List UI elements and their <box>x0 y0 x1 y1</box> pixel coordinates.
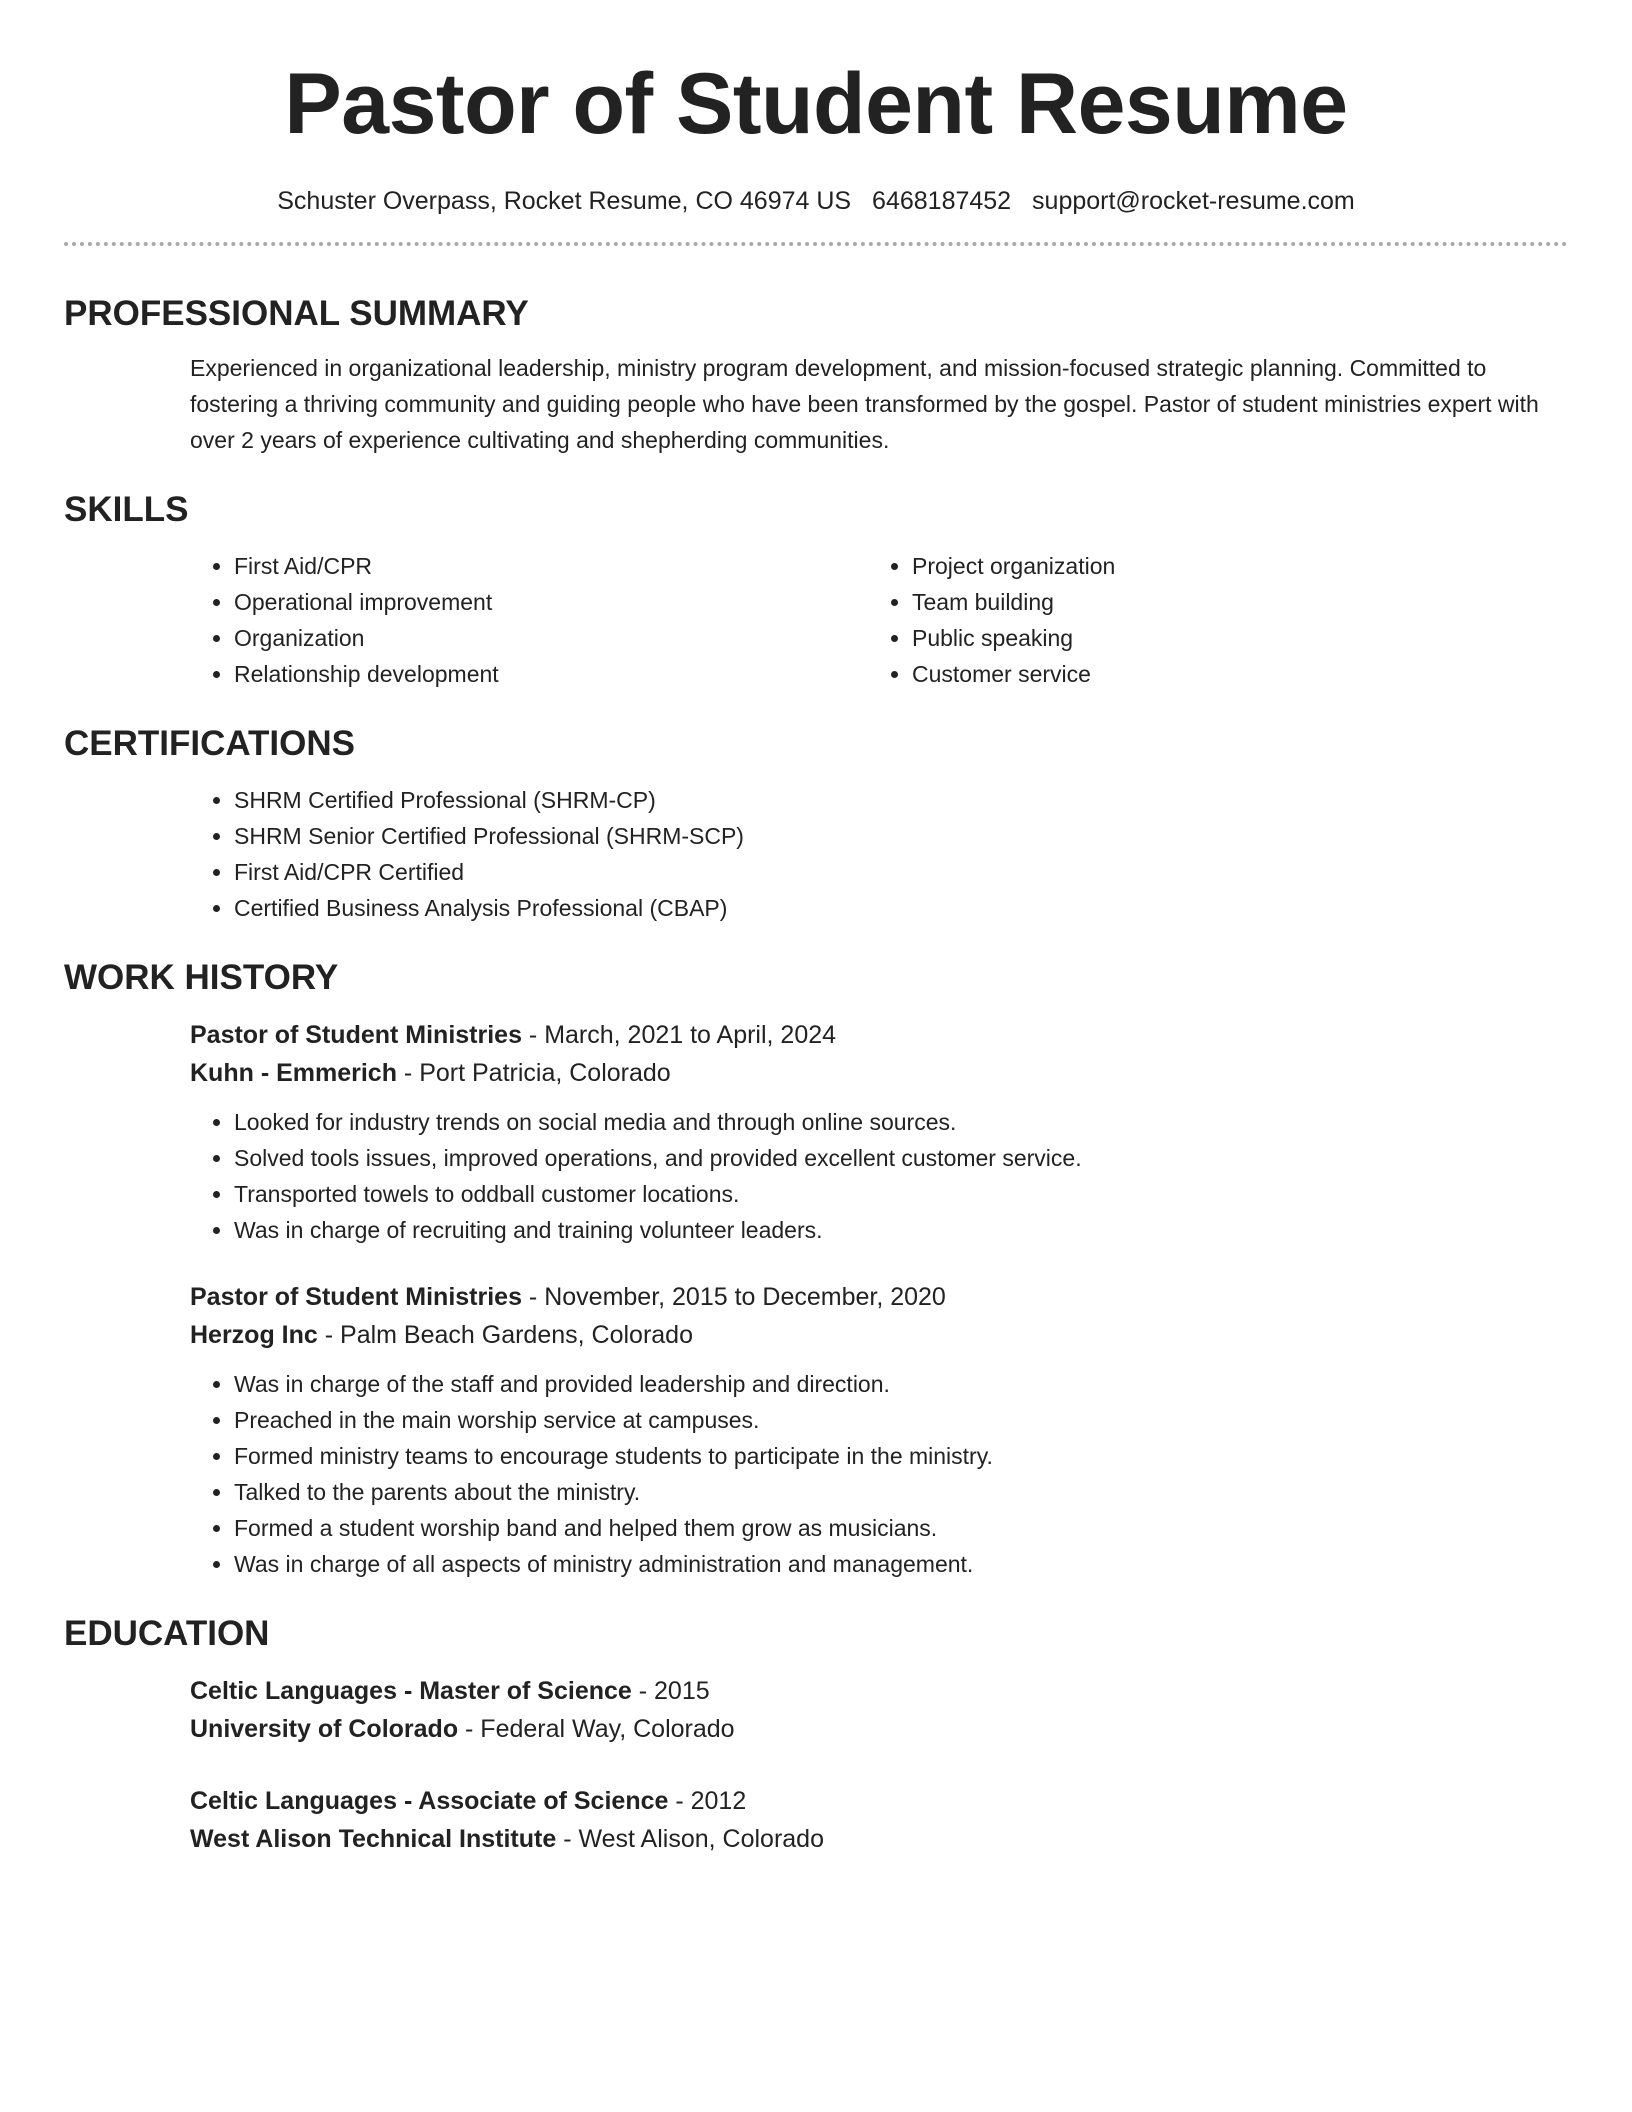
skills-grid <box>190 548 1568 692</box>
education-degree-line <box>190 1672 1568 1710</box>
education-degree: Celtic Languages - Master of Science <box>190 1677 632 1705</box>
skill-item: • Operational improvement <box>234 584 868 620</box>
header-divider <box>64 242 1568 246</box>
job-dates: - March, 2021 to April, 2024 <box>521 1021 837 1049</box>
summary-heading: PROFESSIONAL SUMMARY <box>64 294 529 333</box>
education-entry <box>190 1672 1568 1748</box>
contact-line <box>64 184 1568 218</box>
skill-item: • Public speaking <box>912 620 1546 656</box>
job-company: Kuhn - Emmerich <box>190 1059 397 1087</box>
skills-section <box>64 488 1568 692</box>
job-duty: • Formed ministry teams to encourage students to participate in the ministry. <box>234 1438 1568 1474</box>
job-role: Pastor of Student Ministries <box>190 1021 522 1049</box>
job-entry <box>190 1016 1568 1248</box>
certifications-list <box>190 782 1568 926</box>
job-entry <box>190 1278 1568 1582</box>
education-degree-line <box>190 1782 1568 1820</box>
skill-item: • Relationship development <box>234 656 868 692</box>
education-school-line <box>190 1820 1568 1858</box>
job-company: Herzog Inc <box>190 1321 318 1349</box>
education-year: - 2012 <box>668 1787 747 1815</box>
contact-phone: 6468187452 <box>872 187 1012 215</box>
certification-item: • SHRM Certified Professional (SHRM-CP) <box>234 782 1568 818</box>
job-duty: • Talked to the parents about the ministry. <box>234 1474 1568 1510</box>
job-role-line <box>190 1278 1568 1316</box>
skills-column-right <box>868 548 1546 692</box>
contact-address: Schuster Overpass, Rocket Resume, CO 46974 US <box>277 187 852 215</box>
education-entry <box>190 1782 1568 1858</box>
job-location: - Palm Beach Gardens, Colorado <box>317 1321 693 1349</box>
education-school: University of Colorado <box>190 1715 459 1743</box>
education-location: - West Alison, Colorado <box>556 1825 824 1853</box>
education-section <box>64 1612 1568 1858</box>
job-duty: • Was in charge of all aspects of ministry administration and management. <box>234 1546 1568 1582</box>
job-duty: • Was in charge of the staff and provided leadership and direction. <box>234 1366 1568 1402</box>
summary-text: Experienced in organizational leadership, ministry program development, and mission-focused strategic planning. Committed to fostering a thriving community and guiding people who have been transformed by the gospel. Pastor of student ministries expert with over 2 years of experience cultivating and shepherding communities. <box>190 355 1539 453</box>
skill-item: • Team building <box>912 584 1546 620</box>
certifications-heading: CERTIFICATIONS <box>64 724 356 763</box>
skill-item: • Customer service <box>912 656 1546 692</box>
education-year: - 2015 <box>631 1677 710 1705</box>
contact-email: support@rocket-resume.com <box>1032 187 1355 215</box>
education-school-line <box>190 1710 1568 1748</box>
resume-title: Pastor of Student Resume <box>284 56 1348 152</box>
job-role-line <box>190 1016 1568 1054</box>
education-heading: EDUCATION <box>64 1614 270 1653</box>
skill-item: • Project organization <box>912 548 1546 584</box>
summary-section <box>64 292 1568 458</box>
job-location: - Port Patricia, Colorado <box>396 1059 671 1087</box>
work-history-section <box>64 956 1568 1582</box>
certification-item: • SHRM Senior Certified Professional (SHRM-SCP) <box>234 818 1568 854</box>
education-location: - Federal Way, Colorado <box>458 1715 735 1743</box>
job-company-line <box>190 1054 1568 1092</box>
job-dates: - November, 2015 to December, 2020 <box>521 1283 946 1311</box>
job-duty: • Transported towels to oddball customer locations. <box>234 1176 1568 1212</box>
skills-heading: SKILLS <box>64 490 189 529</box>
job-role: Pastor of Student Ministries <box>190 1283 522 1311</box>
work-history-heading: WORK HISTORY <box>64 958 339 997</box>
job-duty: • Preached in the main worship service at campuses. <box>234 1402 1568 1438</box>
job-company-line <box>190 1316 1568 1354</box>
skills-column-left <box>190 548 868 692</box>
job-duty: • Was in charge of recruiting and training volunteer leaders. <box>234 1212 1568 1248</box>
certification-item: • Certified Business Analysis Professional (CBAP) <box>234 890 1568 926</box>
skill-item: • Organization <box>234 620 868 656</box>
certifications-section <box>64 722 1568 926</box>
job-duty: • Looked for industry trends on social media and through online sources. <box>234 1104 1568 1140</box>
education-school: West Alison Technical Institute <box>190 1825 557 1853</box>
education-degree: Celtic Languages - Associate of Science <box>190 1787 669 1815</box>
skill-item: • First Aid/CPR <box>234 548 868 584</box>
job-duty: • Formed a student worship band and helped them grow as musicians. <box>234 1510 1568 1546</box>
certification-item: • First Aid/CPR Certified <box>234 854 1568 890</box>
job-duty: • Solved tools issues, improved operations, and provided excellent customer service. <box>234 1140 1568 1176</box>
